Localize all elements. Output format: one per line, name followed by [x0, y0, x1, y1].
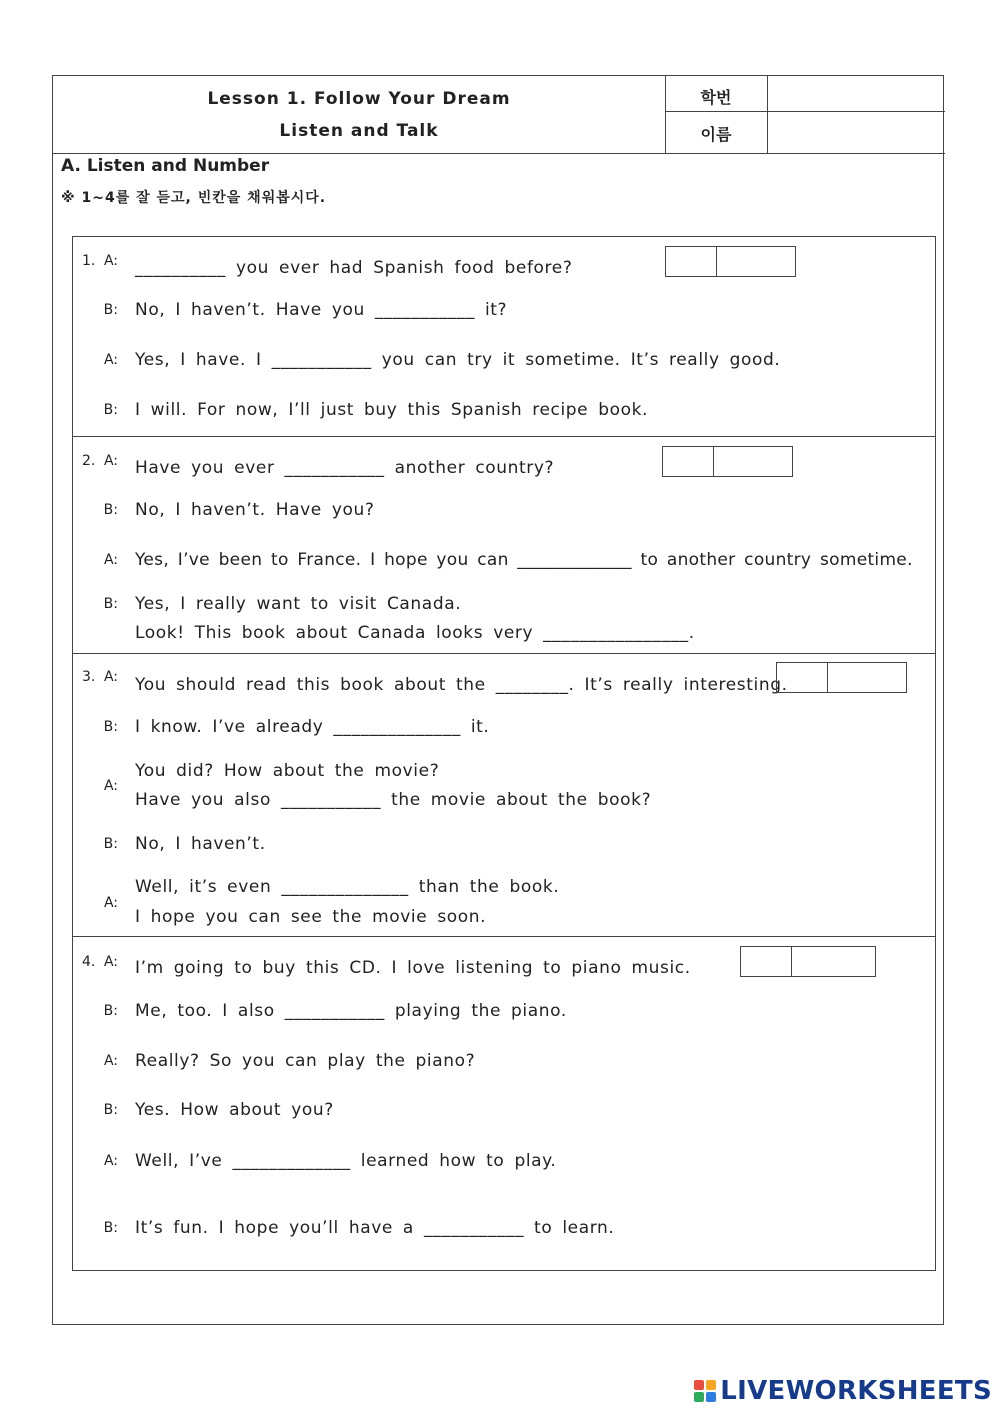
- student-number-field[interactable]: [768, 77, 944, 110]
- name-label: 이름: [700, 125, 732, 144]
- liveworksheets-icon: [694, 1380, 716, 1402]
- speaker-label: B:: [103, 596, 118, 612]
- dialogue-divider-1: [73, 436, 935, 437]
- dialogue-line: It’s fun. I hope you’ll have a ___________ to learn.: [135, 1218, 615, 1238]
- speaker-label: B:: [103, 1003, 118, 1019]
- dialogue-number: 1.: [82, 253, 96, 269]
- speaker-label: B:: [103, 719, 118, 735]
- speaker-label: B:: [103, 1220, 118, 1236]
- answer-box[interactable]: [776, 662, 907, 693]
- logo-text: LIVEWORKSHEETS: [720, 1376, 992, 1406]
- speaker-label: B:: [103, 302, 118, 318]
- speaker-label: A:: [103, 552, 118, 568]
- dialogue-line: Well, I’ve _____________ learned how to play.: [135, 1151, 557, 1171]
- answer-box[interactable]: [662, 446, 793, 477]
- dialogue-line: Yes, I have. I ___________ you can try it sometime. It’s really good.: [135, 350, 781, 370]
- speaker-label: A:: [103, 778, 118, 794]
- dialogue-line: __________ you ever had Spanish food before?: [135, 258, 573, 278]
- dialogue-line: No, I haven’t. Have you ___________ it?: [135, 300, 508, 320]
- dialogue-line: Well, it’s even ______________ than the book.: [135, 877, 560, 897]
- dialogue-line: I’m going to buy this CD. I love listening to piano music.: [135, 958, 691, 978]
- dialogue-line: No, I haven’t. Have you?: [135, 500, 375, 520]
- speaker-label: B:: [103, 402, 118, 418]
- speaker-label: A:: [103, 1153, 118, 1169]
- dialogue-line-continued: I hope you can see the movie soon.: [135, 907, 487, 927]
- dialogue-line: Me, too. I also ___________ playing the piano.: [135, 1001, 567, 1021]
- answer-box[interactable]: [740, 946, 876, 977]
- speaker-label: A:: [103, 253, 118, 269]
- dialogue-line: Yes. How about you?: [135, 1100, 334, 1120]
- lesson-subtitle: Listen and Talk: [279, 121, 439, 141]
- dialogue-line: Yes, I’ve been to France. I hope you can _____________ to another country sometime.: [135, 550, 913, 570]
- dialogue-line: Yes, I really want to visit Canada.: [135, 594, 462, 614]
- dialogue-number: 4.: [82, 954, 96, 970]
- dialogue-divider-3: [73, 936, 935, 937]
- dialogue-line: No, I haven’t.: [135, 834, 266, 854]
- dialogue-line: I will. For now, I’ll just buy this Spanish recipe book.: [135, 400, 649, 420]
- speaker-label: B:: [103, 836, 118, 852]
- speaker-label: B:: [103, 1102, 118, 1118]
- dialogue-number: 3.: [82, 669, 96, 685]
- dialogue-line-continued: Have you also ___________ the movie about the book?: [135, 790, 652, 810]
- dialogue-line: You did? How about the movie?: [135, 761, 440, 781]
- dialogue-line: Have you ever ___________ another country?: [135, 458, 555, 478]
- liveworksheets-logo: [694, 1374, 992, 1408]
- speaker-label: A:: [103, 1053, 118, 1069]
- dialogue-line: You should read this book about the ________. It’s really interesting.: [135, 675, 788, 695]
- dialogue-line: Really? So you can play the piano?: [135, 1051, 476, 1071]
- instruction-text: ※ 1~4를 잘 듣고, 빈칸을 채워봅시다.: [61, 190, 327, 206]
- speaker-label: A:: [103, 895, 118, 911]
- speaker-label: B:: [103, 502, 118, 518]
- dialogue-divider-2: [73, 653, 935, 654]
- speaker-label: A:: [103, 453, 118, 469]
- speaker-label: A:: [103, 352, 118, 368]
- dialogue-number: 2.: [82, 453, 96, 469]
- dialogue-line: I know. I’ve already ______________ it.: [135, 717, 490, 737]
- speaker-label: A:: [103, 954, 118, 970]
- answer-box[interactable]: [665, 246, 796, 277]
- dialogue-line-continued: Look! This book about Canada looks very ________________.: [135, 623, 695, 643]
- speaker-label: A:: [103, 669, 118, 685]
- student-number-label: 학번: [700, 88, 732, 107]
- section-title: A. Listen and Number: [61, 156, 270, 176]
- header-divider: [53, 153, 945, 154]
- name-field[interactable]: [768, 112, 944, 152]
- lesson-title: Lesson 1. Follow Your Dream: [207, 89, 511, 109]
